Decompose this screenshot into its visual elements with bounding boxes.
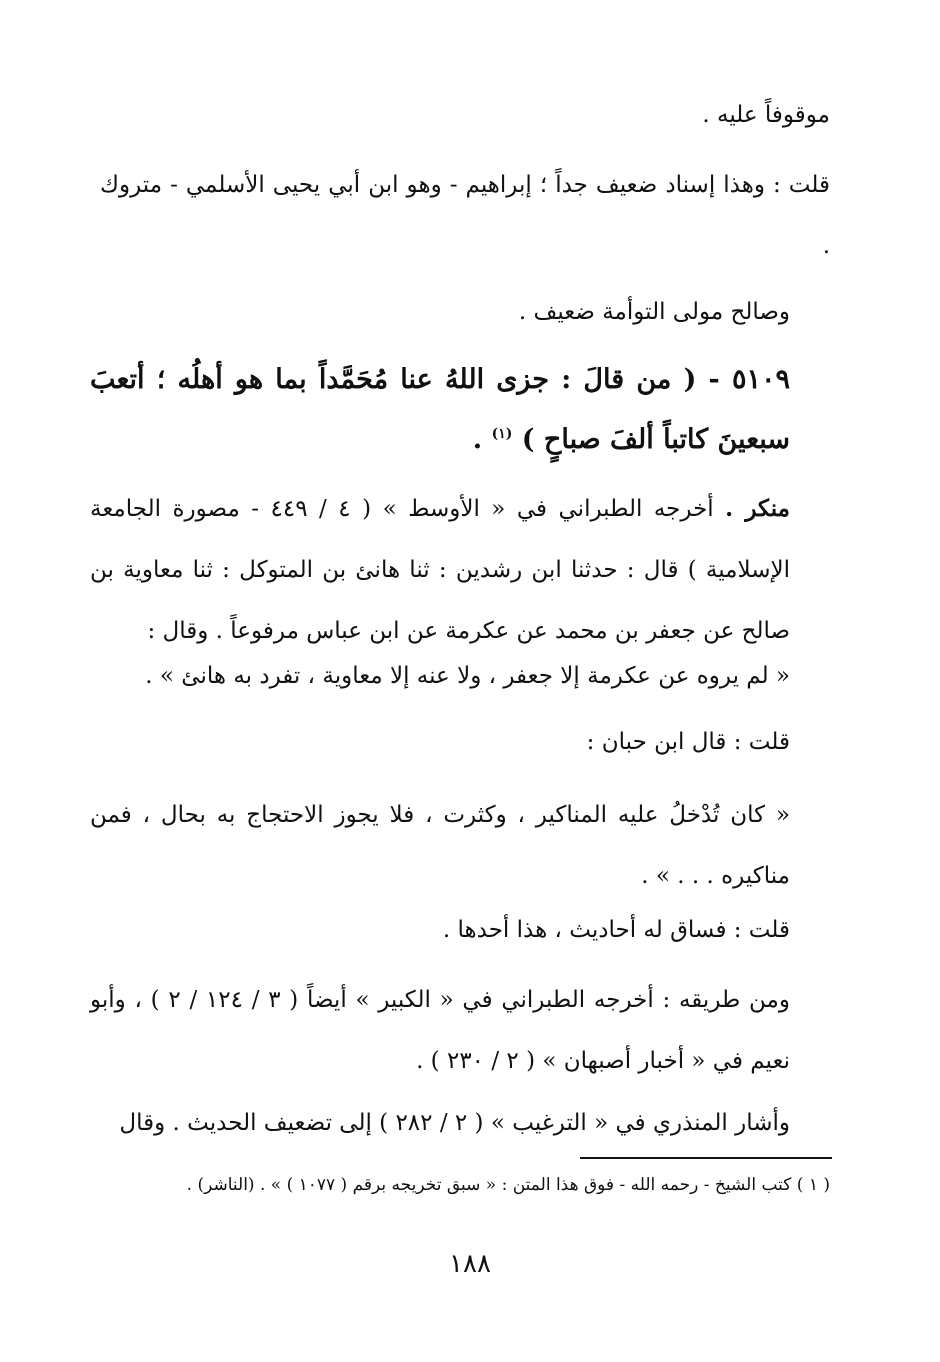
ruling-label: منكر . — [725, 495, 791, 522]
paragraph-9: قلت : فساق له أحاديث ، هذا أحدها . — [442, 917, 790, 943]
paragraph-10: ومن طريقه : أخرجه الطبراني في « الكبير » أيضاً ( ٣ / ١٢٤ / ٢ ) ، وأبو نعيم في « أخبار أصبهان » ( ٢ / ٢٣٠ ) . — [90, 987, 790, 1074]
paragraph-5 — [90, 478, 790, 662]
paragraph-2: قلت : وهذا إسناد ضعيف جداً ؛ إبراهيم - وهو ابن أبي يحيى الأسلمي - متروك . — [100, 172, 830, 259]
paragraph-1: موقوفاً عليه . — [702, 102, 830, 128]
footnote-divider — [580, 1157, 832, 1159]
paragraph-8: « كان تُدْخلُ عليه المناكير ، وكثرت ، فلا يجوز الاحتجاج به بحال ، فمن مناكيره . . . » . — [90, 802, 790, 889]
paragraph-11: وأشار المنذري في « الترغيب » ( ٢ / ٢٨٢ ) إلى تضعيف الحديث . وقال — [119, 1110, 790, 1136]
paragraph-7: قلت : قال ابن حبان : — [586, 729, 790, 755]
paragraph-5-body: أخرجه الطبراني في « الأوسط » ( ٤ / ٤٤٩ - مصورة الجامعة الإسلامية ) قال : حدثنا ابن رشدين : ثنا هانئ بن المتوكل : ثنا معاوية بن صالح عن جعفر بن محمد عن عكرمة عن ابن عباس مرفوعاً . وقال : — [90, 496, 790, 644]
paragraph-3: وصالح مولى التوأمة ضعيف . — [518, 299, 790, 325]
footnote-reference: (١) — [491, 426, 513, 442]
page-number: ١٨٨ — [449, 1249, 491, 1279]
hadith-heading-end: . — [472, 424, 483, 455]
footnote: ( ١ ) كتب الشيخ - رحمه الله - فوق هذا المتن : « سبق تخريجه برقم ( ١٠٧٧ ) » . (الناشر) . — [186, 1175, 830, 1195]
hadith-text: ٥١٠٩ - ( من قالَ : جزى اللهُ عنا مُحَمَّداً بما هو أهلُه ؛ أتعبَ سبعينَ كاتباً ألفَ صباحٍ ) — [90, 364, 790, 455]
hadith-heading — [90, 350, 790, 470]
paragraph-6: « لم يروه عن عكرمة إلا جعفر ، ولا عنه إلا معاوية ، تفرد به هانئ » . — [145, 663, 790, 689]
